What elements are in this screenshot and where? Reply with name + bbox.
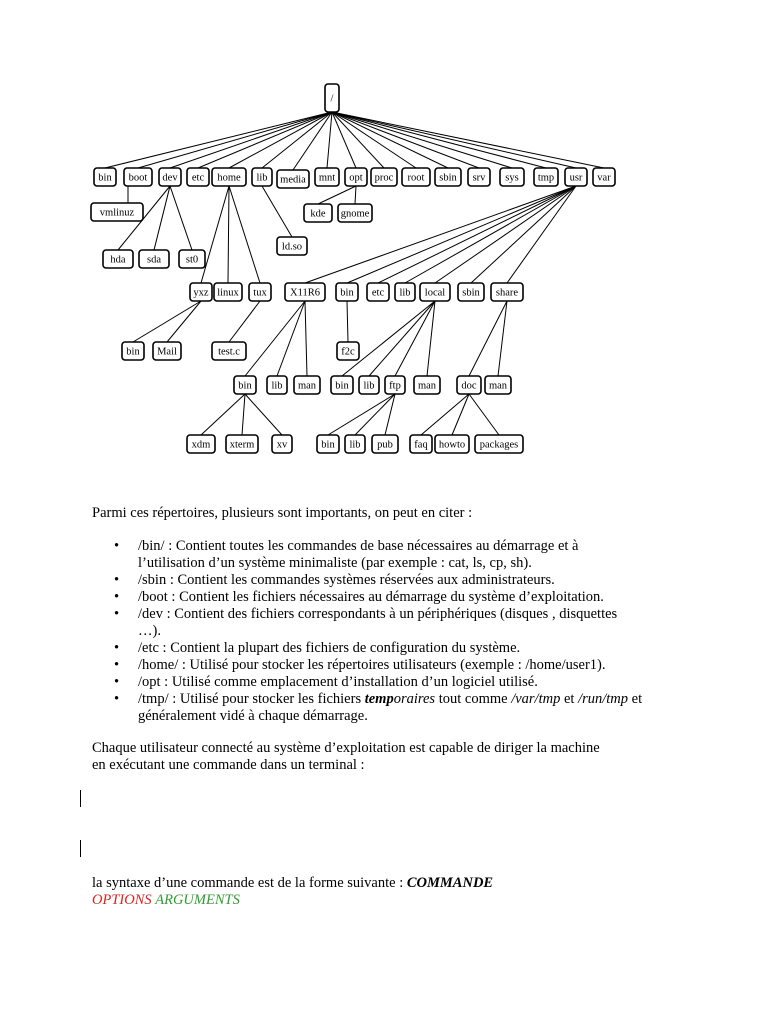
list-item: • /bin/ : Contient toutes les commandes de base nécessaires au démarrage et à l’utilisation d’un système minimaliste (par exemple : cat, ls, cp, sh). (114, 538, 579, 571)
tree-node-x-bin (234, 376, 256, 394)
tree-node-srv (468, 168, 490, 186)
tree-node-xterm (226, 435, 258, 453)
tree-node-packages (475, 435, 523, 453)
tree-node-x-man (294, 376, 320, 394)
bullet-icon: • (114, 538, 120, 554)
bullet-icon: • (114, 640, 120, 656)
tree-node-f-bin (317, 435, 339, 453)
bullet-icon: • (114, 606, 120, 622)
tree-edge (229, 186, 260, 283)
text-cursor (80, 840, 81, 857)
tree-edge (305, 301, 307, 376)
node-label: bin (321, 439, 335, 451)
node-label: proc (374, 172, 394, 184)
tree-node-doc (457, 376, 481, 394)
tree-nodes (91, 84, 615, 453)
bullet-icon: • (114, 657, 120, 673)
node-label: test.c (218, 346, 240, 358)
node-label: ftp (389, 380, 401, 392)
tree-edge (332, 112, 448, 168)
tree-edge (347, 301, 348, 342)
directory-list (92, 538, 692, 725)
tree-node-home (212, 168, 246, 186)
node-label: lib (349, 439, 361, 451)
tree-edge (469, 301, 507, 376)
tree-node-tux (249, 283, 271, 301)
tree-edge (277, 301, 305, 376)
tree-edge (305, 186, 576, 283)
tree-edge (318, 186, 356, 204)
tree-node-f-lib (345, 435, 365, 453)
tree-edge (452, 394, 469, 435)
list-item: • /opt : Utilisé comme emplacement d’installation d’un logiciel utilisé. (114, 674, 538, 690)
tree-node-kde (304, 204, 332, 222)
list-item: • /etc : Contient la plupart des fichiers de configuration du système. (114, 640, 521, 656)
tree-node-yxz (190, 283, 212, 301)
list-item: • /home/ : Utilisé pour stocker les répertoires utilisateurs (exemple : /home/user1). (114, 657, 606, 673)
node-label: etc (191, 172, 205, 184)
tree-node-usr-lib (395, 283, 415, 301)
tree-node-s-man (485, 376, 511, 394)
tree-node-dev (159, 168, 181, 186)
node-label: yxz (193, 287, 209, 299)
tree-node-usr-bin (336, 283, 358, 301)
node-label: pub (377, 439, 393, 451)
tree-edge (245, 394, 282, 435)
node-label: var (597, 172, 611, 184)
tree-edge (327, 112, 332, 168)
node-label: howto (438, 439, 466, 451)
tree-node-opt (345, 168, 367, 186)
tree-edge (133, 301, 201, 342)
node-label: lib (363, 380, 375, 392)
tree-edge (332, 112, 546, 168)
tree-edge (228, 186, 229, 283)
node-label: lib (399, 287, 411, 299)
tree-node-ldso (277, 237, 307, 255)
tree-edge (427, 301, 435, 376)
tree-node-st0 (179, 250, 205, 268)
tree-node-usr-etc (367, 283, 389, 301)
tree-node-l-lib (359, 376, 379, 394)
tree-node-tmp (534, 168, 558, 186)
arguments-keyword: ARGUMENTS (155, 892, 240, 908)
options-keyword: OPTIONS (92, 892, 152, 908)
tree-node-local (420, 283, 450, 301)
node-label: opt (349, 172, 363, 184)
node-label: sda (147, 254, 161, 266)
node-label: man (488, 380, 508, 392)
tree-node-mail (153, 342, 181, 360)
tree-node-gnome (338, 204, 372, 222)
node-label: srv (472, 172, 486, 184)
terminal-paragraph: Chaque utilisateur connecté au système d’exploitation est capable de diriger la machine en exécutant une commande dans un terminal : (92, 740, 600, 773)
tree-node-media (277, 170, 309, 188)
node-label: Mail (157, 346, 177, 358)
node-label: ld.so (281, 241, 303, 253)
intro-text: Parmi ces répertoires, plusieurs sont importants, on peut en citer : (92, 505, 473, 521)
tree-edge (332, 112, 512, 168)
tree-edge (201, 186, 229, 283)
tree-edge (167, 301, 201, 342)
node-label: media (280, 174, 306, 186)
tree-node-linux (214, 283, 242, 301)
tree-edge (332, 112, 576, 168)
tree-edge (469, 394, 499, 435)
tree-node-sys (500, 168, 524, 186)
node-label: local (424, 287, 446, 299)
bullet-icon: • (114, 691, 120, 707)
tree-node-yxz-bin (122, 342, 144, 360)
tree-node-x11r6 (285, 283, 325, 301)
node-label: etc (371, 287, 385, 299)
node-label: X11R6 (290, 287, 320, 299)
node-label: bin (126, 346, 140, 358)
tree-node-root-dir (402, 168, 430, 186)
tree-node-xv (272, 435, 292, 453)
tree-node-etc (187, 168, 209, 186)
tree-edge (435, 186, 576, 283)
list-item: • /tmp/ : Utilisé pour stocker les fichiers temporaires tout comme /var/tmp et /run/tmp et généralement vidé à chaque démarrage. (114, 691, 643, 724)
tree-edge (355, 186, 356, 204)
tree-edge (262, 186, 292, 237)
node-label: share (495, 287, 519, 299)
node-label: bin (98, 172, 112, 184)
tree-edge (369, 301, 435, 376)
tree-node-mnt (315, 168, 339, 186)
tree-node-boot (124, 168, 152, 186)
tree-node-usr-sbin (458, 283, 484, 301)
node-label: mnt (318, 172, 336, 184)
tree-node-lib (252, 168, 272, 186)
bullet-icon: • (114, 674, 120, 690)
node-label: hda (110, 254, 126, 266)
tree-edge (385, 394, 395, 435)
node-label: f2c (341, 346, 355, 358)
tree-edge (498, 301, 507, 376)
node-label: tux (253, 287, 267, 299)
tree-node-xdm (187, 435, 215, 453)
node-label: bin (238, 380, 252, 392)
node-label: tmp (537, 172, 555, 184)
tree-node-sbin (435, 168, 461, 186)
tree-edge (342, 301, 435, 376)
tree-node-l-man (414, 376, 440, 394)
tree-edge (245, 301, 305, 376)
node-label: home (217, 172, 241, 184)
tree-node-x-lib (267, 376, 287, 394)
node-label: man (297, 380, 317, 392)
syntax-line: la syntaxe d’une commande est de la forme suivante : COMMANDE OPTIONS ARGUMENTS (92, 875, 494, 908)
node-label: linux (217, 287, 239, 299)
tree-edges (105, 112, 604, 435)
tree-node-proc (371, 168, 397, 186)
node-label: sys (505, 172, 519, 184)
node-label: sbin (439, 172, 457, 184)
tree-edge (378, 186, 576, 283)
node-label: dev (162, 172, 178, 184)
tree-node-hda (103, 250, 133, 268)
tree-node-ftp (385, 376, 405, 394)
tree-edge (395, 301, 435, 376)
node-label: xterm (229, 439, 255, 451)
directory-tree-diagram (0, 0, 768, 470)
node-label: / (330, 93, 334, 105)
node-label: lib (271, 380, 283, 392)
tree-node-faq (410, 435, 432, 453)
node-label: bin (335, 380, 349, 392)
node-label: kde (310, 208, 326, 220)
tree-node-vmlinuz (91, 203, 143, 221)
node-label: faq (414, 439, 428, 451)
tree-node-var (593, 168, 615, 186)
text-cursor (80, 790, 81, 807)
tree-edge (138, 112, 332, 168)
node-label: packages (479, 439, 519, 451)
list-item: • /dev : Contient des fichiers correspondants à un périphériques (disques , disquettes …). (114, 606, 618, 639)
node-label: bin (340, 287, 354, 299)
tree-node-l-bin (331, 376, 353, 394)
node-label: sbin (462, 287, 480, 299)
tree-edge (170, 186, 192, 250)
node-label: gnome (340, 208, 370, 220)
list-item: • /sbin : Contient les commandes systèmes réservées aux administrateurs. (114, 572, 555, 588)
tree-edge (421, 394, 469, 435)
list-item: • /boot : Contient les fichiers nécessaires au démarrage du système d’exploitation. (114, 589, 604, 605)
tree-node-testc (212, 342, 246, 360)
node-label: root (407, 172, 425, 184)
command-keyword: COMMANDE (406, 875, 494, 891)
bullet-icon: • (114, 589, 120, 605)
node-label: xv (276, 439, 288, 451)
tree-node-sda (139, 250, 169, 268)
bullet-icon: • (114, 572, 120, 588)
tree-node-usr (565, 168, 587, 186)
tree-edge (242, 394, 245, 435)
node-label: xdm (191, 439, 211, 451)
tree-node-pub (372, 435, 398, 453)
tree-node-root (325, 84, 339, 112)
tree-node-f2c (337, 342, 359, 360)
tree-edge (201, 394, 245, 435)
tree-node-bin (94, 168, 116, 186)
node-label: boot (128, 172, 148, 184)
node-label: man (417, 380, 437, 392)
tree-edge (170, 112, 332, 168)
tree-edge (332, 112, 604, 168)
node-label: doc (461, 380, 477, 392)
node-label: usr (569, 172, 583, 184)
tree-edge (405, 186, 576, 283)
tree-edge (229, 112, 332, 168)
node-label: lib (256, 172, 268, 184)
tree-edge (229, 301, 260, 342)
node-label: st0 (185, 254, 199, 266)
tree-node-howto (435, 435, 469, 453)
tree-node-share (491, 283, 523, 301)
tree-edge (332, 112, 479, 168)
tree-edge (471, 186, 576, 283)
node-label: vmlinuz (99, 207, 135, 219)
tree-edge (293, 112, 332, 170)
